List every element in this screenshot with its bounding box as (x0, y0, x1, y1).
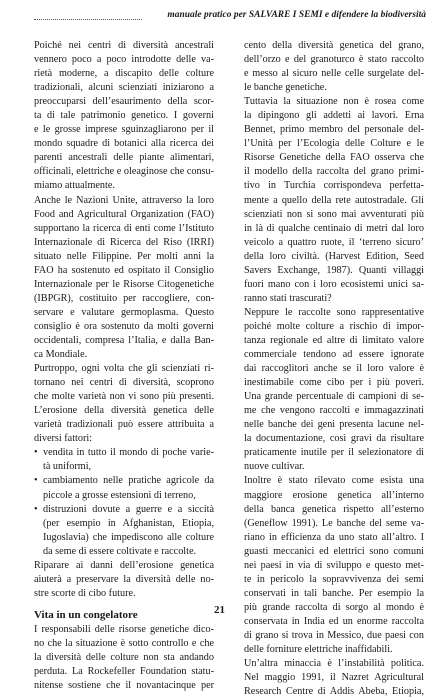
paragraph-line: che molte varietà non vi sono più presenti. (34, 391, 214, 403)
paragraph-line: Risorse Genetiche della FAO osserva che (244, 152, 424, 164)
paragraph-line: e messo al sicuro nelle celle surgelate del- (244, 68, 424, 80)
paragraph-line: no che la situazione è sotto controllo e che (34, 637, 214, 649)
paragraph-line: delle forniture elettriche inaffidabili. (244, 644, 393, 656)
paragraph-line: Neppure le raccolte sono rappresentative (244, 306, 424, 318)
paragraph-line: mondo squadre di botanici alla ricerca dei (34, 138, 214, 150)
header-dotted-rule (34, 19, 142, 20)
paragraph-line: te in pericolo la sopravvivenza dei semi (244, 573, 424, 585)
bullet-icon: • (34, 475, 38, 487)
bullet-item: vendita in tutto il mondo di poche varie- • (34, 446, 214, 460)
paragraph-line: Un’altra minaccia è l’instabilità politica. (244, 658, 424, 670)
paragraph-line: me che vengono raccolti e immagazzinati (244, 405, 424, 417)
paragraph-line: Internazionale di Ricerca del Riso (IRRI) (34, 236, 214, 248)
bullet-continuation: (per esempio in Afghanistan, Etiopia, (43, 517, 214, 529)
page-number: 21 (214, 604, 225, 616)
paragraph-line: situato nelle Filippine. Per molti anni la (34, 250, 214, 262)
bullet-icon: • (34, 503, 38, 515)
paragraph-line: dell’orzo e del granoturco è stato raccolto (244, 54, 424, 66)
paragraph-line: conservata in India ed un enorme raccolta (244, 615, 424, 627)
paragraph-line: maggiore erosione genetica all’interno (244, 489, 424, 501)
paragraph-line: nitense sostiene che il novantacinque per (34, 680, 214, 692)
paragraph-line: mente a quello della rete autostradale. Gli (244, 194, 424, 206)
paragraph-line: il modello della raccolta del grano primi- (244, 166, 424, 178)
paragraph-line: la diversità delle colture non sta andando (34, 651, 214, 663)
paragraph-line: della loro civiltà. (Harvest Edition, Seed (244, 250, 424, 262)
paragraph-line: parenti ancestrali delle piante alimentari, (34, 152, 214, 164)
paragraph-line: cento della diversità genetica del grano, (244, 40, 424, 51)
paragraph-line: veicolo a quattro ruote, il ‘terreno sicuro’ (244, 236, 424, 248)
paragraph-line: inestimabile come cibo per i più poveri. (244, 377, 424, 389)
paragraph-line: dai raccoglitori anche se il loro valore è (244, 363, 424, 375)
paragraph-line: Tuttavia la situazione non è rosea come (244, 96, 424, 108)
paragraph-line: Research Centre di Addis Abeba, Etiopia, (244, 686, 424, 698)
paragraph-line: (IBPGR), costituito per raccogliere, con- (34, 292, 214, 304)
bullet-icon: • (34, 447, 38, 459)
paragraph-line: Food and Agricultural Organization (FAO) (34, 208, 214, 220)
paragraph-line: tivo in Turchia corrispondeva perfetta- (244, 180, 424, 192)
paragraph-line: poiché molte colture a rischio di impor- (244, 320, 424, 332)
paragraph-line: aiuterà a preservare la diversità delle no- (34, 573, 214, 585)
paragraph-line: rietà moderne, a discapito delle colture (34, 68, 214, 80)
paragraph-line: L’erosione della diversità genetica delle (34, 405, 214, 417)
paragraph-line: Poiché nei centri di diversità ancestrali (34, 40, 214, 51)
running-header (34, 10, 426, 24)
right-column (244, 39, 424, 699)
paragraph-line: conservati in tali banche. Per esempio la (244, 587, 424, 599)
paragraph-line: tornano nei centri di diversità, scoprono (34, 377, 214, 389)
paragraph-line: scienziati non si sono mai avventurati più (244, 208, 424, 220)
paragraph-line: ranno stati trascurati? (244, 292, 332, 304)
paragraph-line: in là di qualche centinaio di metri dal loro (244, 222, 424, 234)
paragraph-line: di grano si trova in Messico, due paesi con (244, 629, 424, 641)
paragraph-line: servare e valutare germoplasma. Questo (34, 306, 214, 318)
paragraph-line: Bennet, primo membro del personale del- (244, 124, 424, 136)
paragraph-line: commerciale tendono ad essere ignorate (244, 349, 424, 361)
paragraph-line: Anche le Nazioni Unite, attraverso la loro (34, 194, 214, 206)
paragraph-line: stre scorte di cibo future. (34, 587, 136, 599)
paragraph-line: ta di tale patrimonio genetico. I governi (34, 110, 214, 122)
paragraph-line: preoccuparsi dell’esaurimento della scor- (34, 96, 214, 108)
paragraph-line: Savers Exchange, 1987). Quanti villaggi (244, 264, 424, 276)
paragraph-line: e le grosse imprese sguinzagliarono per il (34, 124, 214, 136)
paragraph-line: (Geneflow 1991). Le banche del seme va- (244, 517, 424, 529)
paragraph-line: Purtroppo, ogni volta che gli scienziati ri- (34, 363, 214, 375)
paragraph-line: Internazionale per le Risorse Citogenetiche (34, 278, 214, 290)
paragraph-line: supportano la ricerca di enti come l’Istituto (34, 222, 214, 234)
paragraph-line: guasti meccanici ed elettrici sono comuni (244, 545, 424, 557)
paragraph-line: tradizionali, alcuni scienziati iniziarono a (34, 82, 214, 94)
paragraph-line: la dipingono gli addetti ai lavori. Erna (244, 110, 424, 122)
paragraph-line: Una grande percentuale di campioni di se- (244, 391, 424, 403)
left-column (34, 39, 214, 693)
paragraph-line: della banca genetica rispetto all’esterno (244, 503, 424, 515)
paragraph-line: consiglio è ora sostenuto da molti governi (34, 320, 214, 332)
paragraph-line: ca Mondiale. (34, 349, 88, 361)
paragraph-line: nuove cultivar. (244, 461, 305, 473)
paragraph-line: occidentali, compresa l’Italia, e dalla Ban- (34, 334, 214, 346)
section-subheading: Vita in un congelatore (34, 608, 138, 621)
paragraph-line: varietà tradizionali può essere attribuita a (34, 419, 214, 431)
paragraph-line: nei paesi in via di sviluppo e questo met- (244, 559, 424, 571)
paragraph-line: la documentazione, così gravi da risultare (244, 433, 424, 445)
paragraph-line: praticamente inutile per il selezionatore di (244, 447, 424, 459)
paragraph-line: officinali, elettriche e oleaginose che consu- (34, 166, 214, 178)
paragraph-line: miamo attualmente. (34, 180, 115, 192)
bullet-continuation: tà uniformi, (43, 461, 92, 473)
paragraph-line: Riparare ai danni dell’erosione genetica (34, 559, 214, 571)
bullet-continuation: da seme di essere coltivate e raccolte. (43, 545, 197, 557)
paragraph-line: le banche genetiche. (244, 82, 327, 94)
paragraph-line: fuori mano con i loro ecosistemi unici sa- (244, 278, 424, 290)
bullet-item: distruzioni dovute a guerre e a siccità • (34, 503, 214, 517)
paragraph-line: I responsabili delle risorse genetiche dico- (34, 623, 214, 635)
paragraph-line: FAO ha sostenuto ed ospitato il Consiglio (34, 264, 214, 276)
paragraph-line: perduta. La Rockefeller Foundation statu- (34, 666, 214, 678)
paragraph-line: riano in efficienza da uno stato all’altro. I (244, 531, 424, 543)
paragraph-line: vennero poco a poco introdotte delle va- (34, 54, 214, 66)
bullet-continuation: piccole a grosse estensioni di terreno, (43, 489, 196, 501)
paragraph-line: tanza regionale ed altre di limitato valore (244, 334, 424, 346)
paragraph-line: nelle banche dei geni presenta lacune nel- (244, 419, 424, 431)
bullet-continuation: Iugoslavia) che impediscono alle colture (43, 531, 214, 543)
paragraph-line: diversi fattori: (34, 433, 92, 445)
paragraph-line: l’Unità per l’Ecologia delle Colture e le (244, 138, 424, 150)
running-header-title: manuale pratico per SALVARE I SEMI e difendere la biodiversità (167, 10, 426, 20)
paragraph-line: Nel maggio 1991, il Nazret Agricultural (244, 672, 424, 684)
paragraph-line: più grande raccolta di sorgo al mondo è (244, 601, 424, 613)
paragraph-line: Inoltre è stato rilevato come esista una (244, 475, 424, 487)
bullet-item: cambiamento nelle pratiche agricole da • (34, 474, 214, 488)
